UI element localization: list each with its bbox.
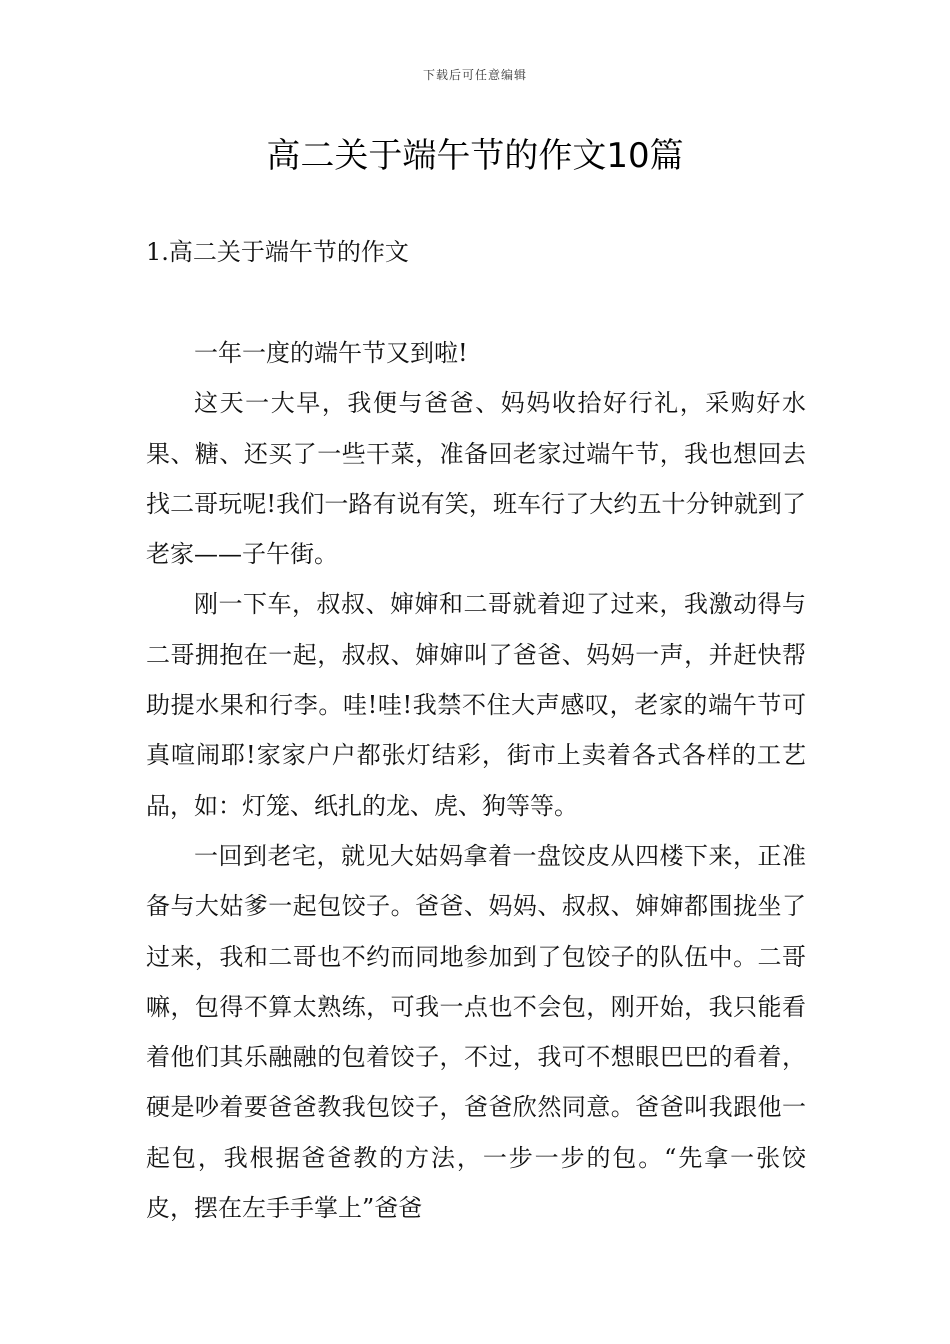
section-heading: 1.高二关于端午节的作文 [146, 238, 409, 266]
document-title: 高二关于端午节的作文10篇 [266, 136, 684, 176]
paragraph: 一回到老宅，就见大姑妈拿着一盘饺皮从四楼下来，正准备与大姑爹一起包饺子。爸爸、妈妈、叔叔、婶婶都围拢坐了过来，我和二哥也不约而同地参加到了包饺子的队伍中。二哥嘛，包得不算太熟练，可我一点也不会包，刚开始，我只能看着他们其乐融融的包着饺子，不过，我可不想眼巴巴的看着，硬是吵着要爸爸教我包饺子，爸爸欣然同意。爸爸叫我跟他一起包，我根据爸爸教的方法，一步一步的包。“先拿一张饺皮，摆在左手手掌上”爸爸 [146, 841, 806, 1223]
paragraph: 这天一大早，我便与爸爸、妈妈收拾好行礼，采购好水果、糖、还买了一些干菜，准备回老家过端午节，我也想回去找二哥玩呢!我们一路有说有笑，班车行了大约五十分钟就到了老家——子午街。 [146, 389, 806, 569]
body-text [146, 328, 806, 1233]
header-note: 下载后可任意编辑 [422, 68, 527, 82]
paragraph: 一年一度的端午节又到啦! [194, 339, 468, 367]
paragraph: 刚一下车，叔叔、婶婶和二哥就着迎了过来，我激动得与二哥拥抱在一起，叔叔、婶婶叫了爸爸、妈妈一声，并赶快帮助提水果和行李。哇!哇!我禁不住大声感叹，老家的端午节可真喧闹耶!家家户户都张灯结彩，街市上卖着各式各样的工艺品，如：灯笼、纸扎的龙、虎、狗等等。 [146, 590, 806, 820]
